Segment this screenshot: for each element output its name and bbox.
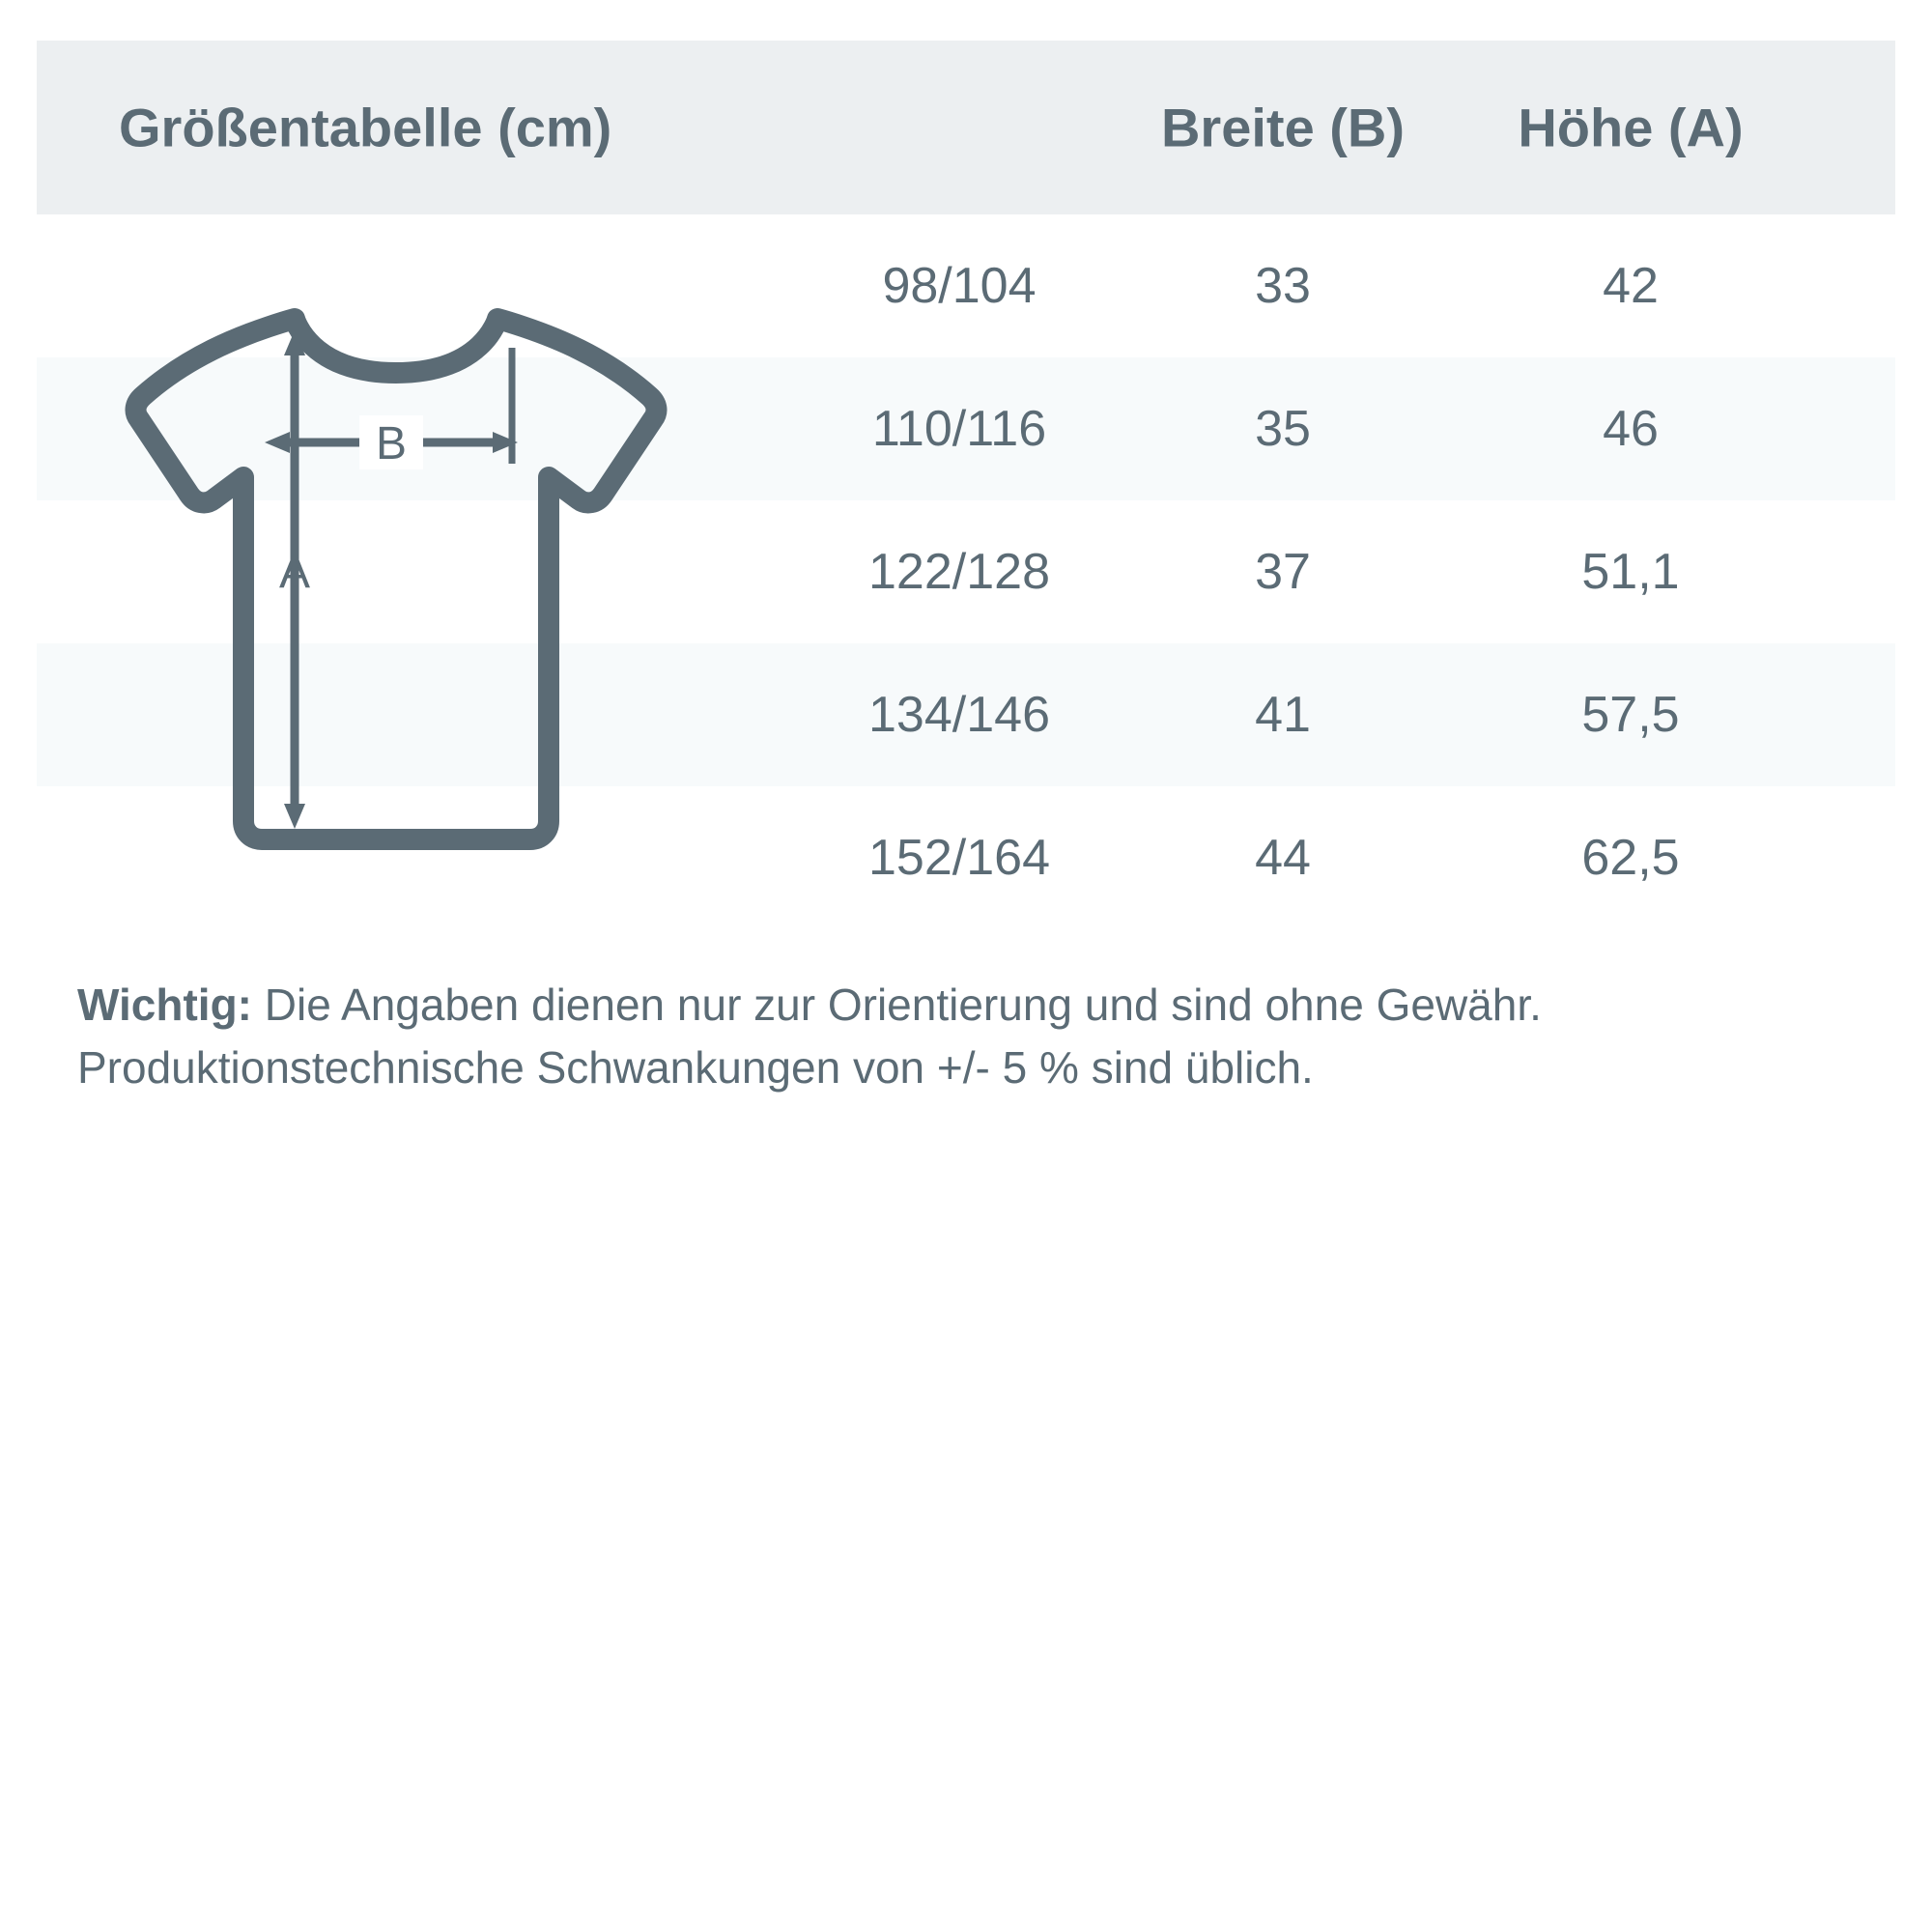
cell-size: 98/104 bbox=[882, 258, 1037, 314]
cell-width: 35 bbox=[1255, 401, 1311, 457]
cell-height: 42 bbox=[1603, 258, 1659, 314]
table-header bbox=[37, 41, 1895, 214]
cell-height: 51,1 bbox=[1581, 544, 1680, 600]
cell-size: 122/128 bbox=[868, 544, 1050, 600]
cell-width: 37 bbox=[1255, 544, 1311, 600]
disclaimer-lead: Wichtig: bbox=[77, 980, 252, 1030]
height-label: A bbox=[278, 547, 311, 598]
cell-height: 57,5 bbox=[1581, 687, 1680, 743]
cell-width: 44 bbox=[1255, 830, 1311, 886]
width-label: B bbox=[375, 418, 408, 469]
tshirt-icon bbox=[97, 280, 696, 879]
column-header-width: Breite (B) bbox=[1160, 97, 1406, 158]
disclaimer-note bbox=[77, 974, 1845, 1100]
page-title: Größentabelle (cm) bbox=[119, 97, 612, 158]
disclaimer-text: Die Angaben dienen nur zur Orientierung und sind ohne Gewähr. Produktionstechnische Schwankungen von +/- 5 % sind üblich. bbox=[77, 980, 1542, 1094]
column-header-height: Höhe (A) bbox=[1518, 97, 1744, 158]
cell-height: 62,5 bbox=[1581, 830, 1680, 886]
tshirt-diagram bbox=[97, 280, 696, 879]
cell-width: 41 bbox=[1255, 687, 1311, 743]
cell-size: 134/146 bbox=[868, 687, 1050, 743]
cell-size: 110/116 bbox=[871, 401, 1047, 457]
cell-height: 46 bbox=[1603, 401, 1659, 457]
cell-width: 33 bbox=[1255, 258, 1311, 314]
cell-size: 152/164 bbox=[868, 830, 1050, 886]
